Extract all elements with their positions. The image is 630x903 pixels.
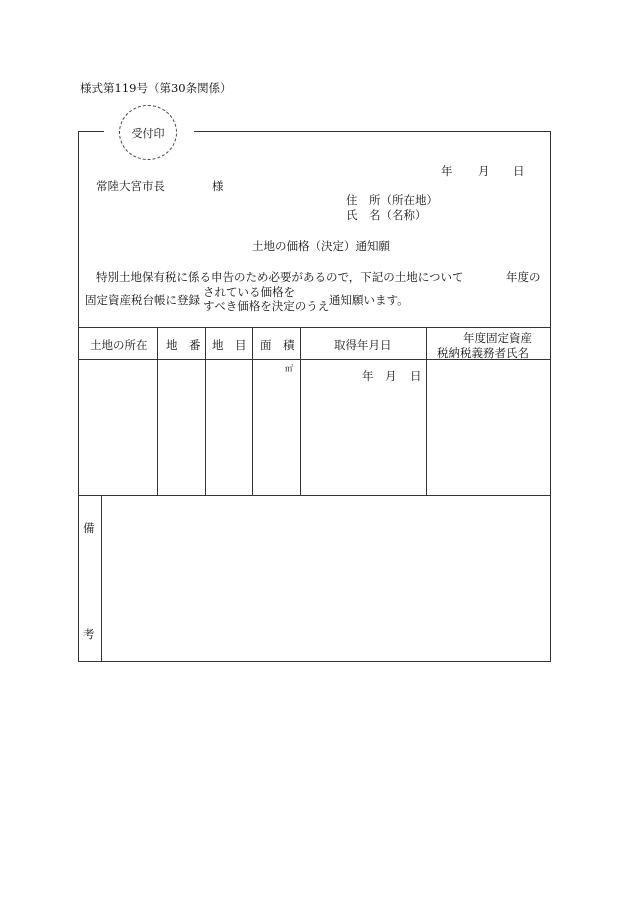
body-line2-b: 通知願います。 [329,293,409,307]
table-top-line [78,327,551,328]
acquired-day: 日 [410,369,422,383]
header-taxpayer-line2: 税納税義務者氏名 [437,346,529,360]
header-location: 土地の所在 [90,338,148,352]
body-line2-a: 固定資産税台帳に登録 [85,293,200,307]
addressee-mayor: 常陸大宮市長 [96,179,165,193]
header-taxpayer-line1: 年度固定資産 [463,331,532,345]
applicant-address-label: 住 所（所在地） [346,193,438,207]
col-divider-5 [426,327,427,495]
applicant-name-label: 氏 名（名称） [346,208,427,222]
body-line1-b: 年度の [506,270,541,284]
body-option1: されている価格を [203,285,295,299]
header-area: 面 積 [260,338,295,352]
header-category: 地 目 [212,338,247,352]
table-bottom-line [78,495,551,496]
header-acquired: 取得年月日 [334,338,392,352]
col-divider-2 [205,327,206,495]
remarks-char-2: 考 [83,627,95,641]
form-frame [78,131,551,662]
body-option2: すべき価格を決定のうえ [203,299,330,313]
form-number: 様式第119号（第30条関係） [80,81,232,95]
date-month: 月 [478,164,490,178]
addressee-honorific: 様 [212,179,224,193]
body-line1-a: 特別土地保有税に係る申告のため必要があるので，下記の土地について [96,270,464,284]
stamp-label: 受付印 [131,126,165,140]
acquired-month: 月 [385,369,397,383]
col-divider-1 [157,327,158,495]
remarks-divider [101,495,102,662]
reception-stamp-circle [119,105,177,160]
form-title: 土地の価格（決定）通知願 [252,239,390,253]
acquired-year: 年 [362,369,374,383]
date-day: 日 [513,164,525,178]
col-divider-3 [252,327,253,495]
remarks-char-1: 備 [83,521,95,535]
header-lot: 地 番 [166,338,201,352]
col-divider-4 [300,327,301,495]
area-unit: ㎡ [285,364,293,373]
date-year: 年 [441,164,453,178]
